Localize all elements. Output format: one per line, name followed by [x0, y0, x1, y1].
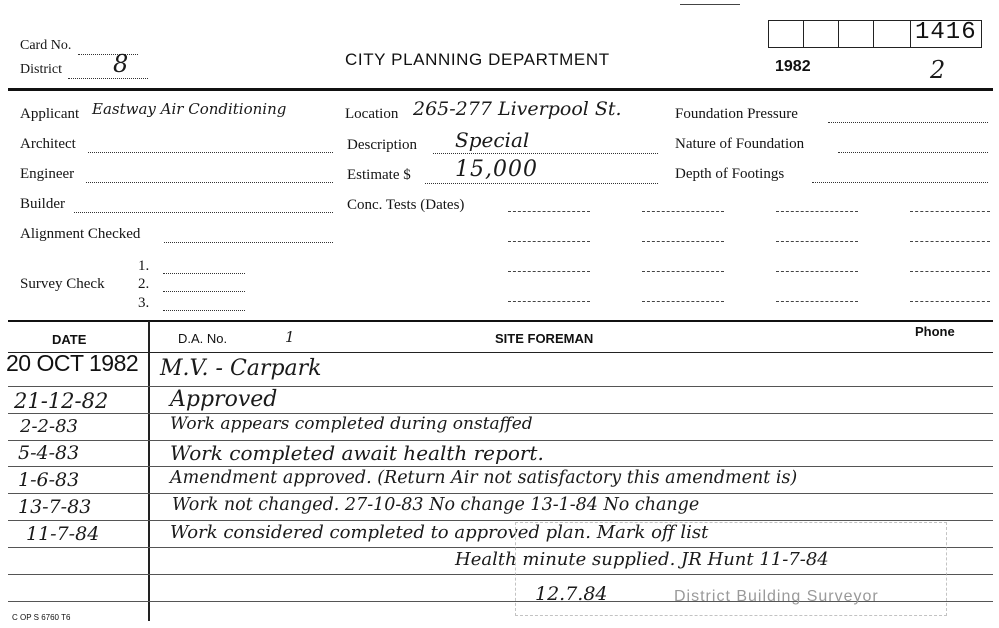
conc-test-line-1 — [508, 211, 590, 212]
card-number: 1416 — [915, 19, 977, 46]
top-edge-mark — [680, 4, 740, 5]
estimate-label: Estimate $ — [347, 167, 411, 183]
architect-line — [88, 152, 333, 153]
conc-test-line-14 — [642, 301, 724, 302]
conc-test-line-15 — [776, 301, 858, 302]
conc-test-line-2 — [642, 211, 724, 212]
header-rule — [8, 88, 993, 91]
entry-7-note: Work considered completed to approved plan. Mark off list — [170, 522, 709, 543]
foundation-pressure-label: Foundation Pressure — [675, 106, 798, 122]
alignment-checked-label: Alignment Checked — [20, 226, 141, 242]
conc-tests-label: Conc. Tests (Dates) — [347, 197, 465, 213]
card-box-2 — [803, 20, 839, 48]
entry-7-date: 11-7-84 — [26, 523, 100, 545]
survey-1-label: 1. — [138, 258, 150, 274]
card-box-4 — [873, 20, 911, 48]
district-label: District — [20, 62, 62, 77]
builder-label: Builder — [20, 196, 65, 212]
entry-1-date: 20 OCT 1982 — [6, 350, 139, 376]
continuation-line: Health minute supplied. JR Hunt 11-7-84 — [455, 549, 829, 570]
survey-3-line — [163, 310, 245, 311]
year-label: 1982 — [775, 58, 811, 75]
entry-4-date: 5-4-83 — [18, 442, 80, 464]
conc-test-line-9 — [508, 271, 590, 272]
applicant-label: Applicant — [20, 106, 80, 122]
date-column-divider — [148, 321, 150, 621]
row-line-1 — [8, 386, 993, 387]
conc-test-line-4 — [910, 211, 990, 212]
foundation-pressure-line — [828, 122, 988, 123]
table-top-rule — [8, 320, 993, 322]
col-date: DATE — [52, 332, 87, 347]
entry-4-note: Work completed await health report. — [170, 441, 544, 465]
row-line-4 — [8, 466, 993, 467]
entry-3-note: Work appears completed during onstaffed — [170, 414, 533, 434]
entry-5-date: 1-6-83 — [18, 469, 80, 491]
conc-test-line-6 — [642, 241, 724, 242]
survey-3-label: 3. — [138, 295, 150, 311]
conc-test-line-10 — [642, 271, 724, 272]
conc-test-line-12 — [910, 271, 990, 272]
engineer-line — [86, 182, 333, 183]
da-no-value: 1 — [285, 328, 295, 346]
engineer-label: Engineer — [20, 166, 75, 182]
survey-2-label: 2. — [138, 276, 150, 292]
survey-1-line — [163, 273, 245, 274]
card-box-3 — [838, 20, 874, 48]
architect-label: Architect — [20, 136, 76, 152]
applicant-value: Eastway Air Conditioning — [92, 100, 287, 118]
district-line — [68, 78, 148, 79]
entry-1-note: M.V. - Carpark — [160, 356, 322, 381]
survey-2-line — [163, 291, 245, 292]
estimate-line — [425, 183, 658, 184]
form-code: C OP S 6760 T6 — [12, 613, 71, 622]
estimate-value: 15,000 — [455, 157, 538, 182]
card-no-label: Card No. — [20, 38, 72, 53]
location-value: 265-277 Liverpool St. — [413, 98, 622, 120]
description-line — [433, 153, 658, 154]
row-line-5 — [8, 493, 993, 494]
conc-test-line-3 — [776, 211, 858, 212]
builder-line — [74, 212, 333, 213]
conc-test-line-16 — [910, 301, 990, 302]
page-mark: 2 — [930, 56, 946, 84]
entry-2-note: Approved — [170, 387, 278, 412]
depth-footings-line — [812, 182, 988, 183]
conc-test-line-8 — [910, 241, 990, 242]
conc-test-line-11 — [776, 271, 858, 272]
nature-foundation-label: Nature of Foundation — [675, 136, 805, 152]
stamp-text: District Building Surveyor — [674, 588, 879, 605]
col-phone: Phone — [915, 324, 955, 339]
conc-test-line-5 — [508, 241, 590, 242]
survey-check-label: Survey Check — [20, 276, 105, 292]
depth-footings-label: Depth of Footings — [675, 166, 785, 182]
description-value: Special — [455, 128, 530, 152]
nature-foundation-line — [838, 152, 988, 153]
alignment-checked-line — [164, 242, 333, 243]
col-da-no: D.A. No. — [178, 331, 228, 346]
row-line-6 — [8, 520, 993, 521]
description-label: Description — [347, 137, 417, 153]
stamp-date: 12.7.84 — [535, 583, 608, 605]
entry-3-date: 2-2-83 — [20, 416, 78, 437]
entry-5-note: Amendment approved. (Return Air not satisfactory this amendment is) — [170, 468, 798, 488]
entry-6-date: 13-7-83 — [18, 496, 92, 518]
district-value: 8 — [113, 50, 129, 78]
entry-6-note: Work not changed. 27-10-83 No change 13-1-84 No change — [172, 495, 700, 515]
card-no-line — [78, 54, 138, 55]
conc-test-line-7 — [776, 241, 858, 242]
table-header-rule — [8, 352, 993, 353]
location-label: Location — [345, 106, 399, 122]
conc-test-line-13 — [508, 301, 590, 302]
department-title: CITY PLANNING DEPARTMENT — [345, 50, 610, 69]
col-site-foreman: SITE FOREMAN — [495, 331, 594, 346]
card-box-1 — [768, 20, 804, 48]
entry-2-date: 21-12-82 — [14, 389, 109, 413]
